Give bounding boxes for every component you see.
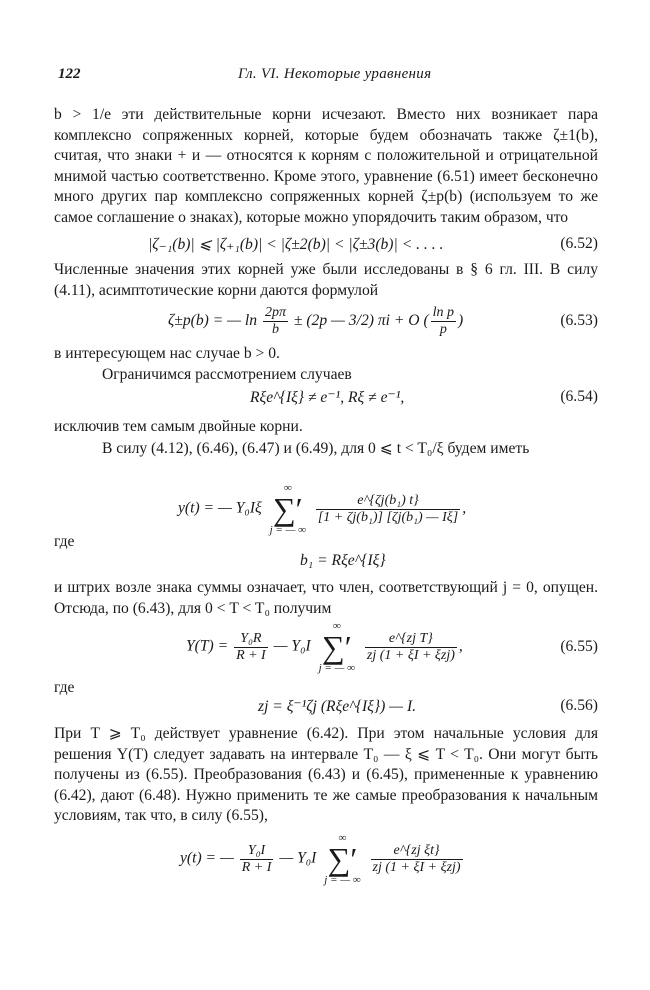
eq655-frac1-den: R + I [236, 647, 266, 663]
equation-6-56: zj = ξ⁻¹ζj (Rξe^{Iξ}) — I. [258, 698, 417, 715]
equation-number-6-55: (6.55) [560, 638, 598, 655]
paragraph-1: b > 1/e эти действительные корни исчезают. Вместо них возникает пара комплексно сопряженных корней, которые будем обозначать также ζ±1(b), считая, что знаки + и — относятся к корням с положительной и отрицательной мнимой частью соответственно. Кроме этого, уравнение (6.51) имеет бесконечно много других пар комплексно сопряженных корней ζ±p(b) (используем то же самое соглашение о знаках), которые можно упорядочить таким образом, что [54, 106, 598, 226]
paragraph-7: и штрих возле знака суммы означает, что член, соответствующий j = 0, опущен. Отсюда, по (6.43), для 0 < T < T₀ получим [54, 579, 598, 617]
paragraph-8: При T ⩾ T₀ действует уравнение (6.42). При этом начальные условия для решения Y(T) следует задавать на интервале T₀ — ξ ⩽ T < T₀. Они могут быть получены из (6.55). Преобразования (6.43) и (6.45), примененные к уравнению (6.42), дают (6.48). Нужно применить те же самые преобразования к начальным условиям, так что, в силу (6.55), [54, 725, 598, 824]
eqy2-middle: — Y₀I [279, 849, 317, 867]
equation-y-2 [180, 832, 465, 886]
eqy2-den: zj (1 + ξI + ξzj) [372, 859, 461, 875]
eq655-sum-sup: ∞ [332, 620, 341, 632]
eqy2-num: e^{zj ξt} [371, 843, 463, 860]
eqy2-fraction-2 [371, 843, 463, 876]
equation-6-52: |ζ₋₁(b)| ⩽ |ζ₊₁(b)| < |ζ±2(b)| < |ζ±3(b)| < . . . . [148, 236, 444, 253]
eqy1-fraction [316, 493, 460, 526]
eq653-frac1-num: 2pπ [264, 305, 286, 320]
paragraph-4: Ограничимся рассмотрением случаев [102, 366, 352, 383]
eqy2-sum-symbol [324, 832, 360, 886]
eqy1-lhs: y(t) = — Y₀Iξ [178, 499, 262, 517]
equation-number-6-53: (6.53) [560, 312, 598, 329]
eqy2-frac1-num: Y₀I [240, 843, 274, 860]
eqy1-sigma: ∑′ [272, 491, 303, 527]
eqy2-sigma: ∑′ [327, 841, 358, 877]
eq655-fraction-2 [365, 631, 457, 664]
eq655-lhs: Y(T) = [186, 637, 229, 655]
equation-6-53: ζ±p(b) = — ln $\frac{2p\pi}{b}$ ± (2p — 3/2) πi + O ( $\frac{\text{ln p}}{p}$ ) [168, 305, 464, 337]
eqy1-sum-sub: j = — ∞ [269, 524, 306, 536]
equation-number-6-56: (6.56) [560, 697, 598, 714]
eqy1-sum-symbol [270, 482, 306, 536]
eq655-middle: — Y₀I [273, 637, 311, 655]
eqy1-tail: , [462, 499, 467, 517]
eq653-frac1-den: b [271, 322, 279, 337]
equation-6-54: Rξe^{Iξ} ≠ e⁻¹, Rξ ≠ e⁻¹, [250, 389, 405, 406]
eq653-frac2-den: p [439, 322, 447, 337]
eqy2-lhs: y(t) = — [180, 849, 234, 867]
eq653-frac2-num: ln p [432, 305, 455, 320]
word-where-1: где [54, 533, 75, 550]
eq655-sum-symbol [319, 620, 355, 674]
eq653-fraction-1 [263, 305, 288, 338]
eq653-fraction-2 [431, 305, 456, 338]
paragraph-2: Численные значения этих корней уже были исследованы в § 6 гл. III. В силу (4.11), асимптотические корни даются формулой [54, 261, 598, 299]
equation-number-6-52: (6.52) [560, 235, 598, 252]
eq655-num: e^{zj T} [365, 631, 457, 648]
eqy2-fraction-1 [240, 843, 274, 876]
eqy1-sum-sup: ∞ [283, 482, 292, 494]
paragraph-5: исключив тем самым двойные корни. [54, 418, 303, 435]
equation-y-1 [178, 482, 466, 536]
eqy1-den: [1 + ζj(b₁)] [ζj(b₁) — Iξ] [317, 509, 459, 525]
eqy2-sum-sub: j = — ∞ [324, 874, 361, 886]
paragraph-6: В силу (4.12), (6.46), (6.47) и (6.49), для 0 ⩽ t < T₀/ξ будем иметь [102, 440, 530, 457]
equation-6-55 [186, 620, 463, 674]
running-title: Гл. VI. Некоторые уравнения [238, 66, 432, 82]
eq653-middle: ± (2p — 3/2) πi + O [293, 312, 420, 330]
eq655-sum-sub: j = — ∞ [318, 662, 355, 674]
eq655-fraction-1 [234, 631, 268, 664]
eq653-lhs: ζ±p(b) = — ln [168, 312, 258, 330]
page-number: 122 [58, 66, 81, 82]
equation-number-6-54: (6.54) [560, 388, 598, 405]
paragraph-3: в интересующем нас случае b > 0. [54, 345, 280, 362]
eqy1-num: e^{ζj(b₁) t} [316, 493, 460, 510]
eq655-frac1-num: Y₀R [234, 631, 268, 648]
eq655-sigma: ∑′ [321, 629, 352, 665]
eq655-tail: , [458, 637, 463, 655]
equation-b1: b₁ = Rξe^{Iξ} [300, 552, 386, 569]
eqy2-sum-sup: ∞ [338, 832, 347, 844]
eqy2-frac1-den: R + I [241, 859, 272, 875]
eq655-den: zj (1 + ξI + ξzj) [366, 647, 455, 663]
word-where-2: где [54, 679, 75, 696]
